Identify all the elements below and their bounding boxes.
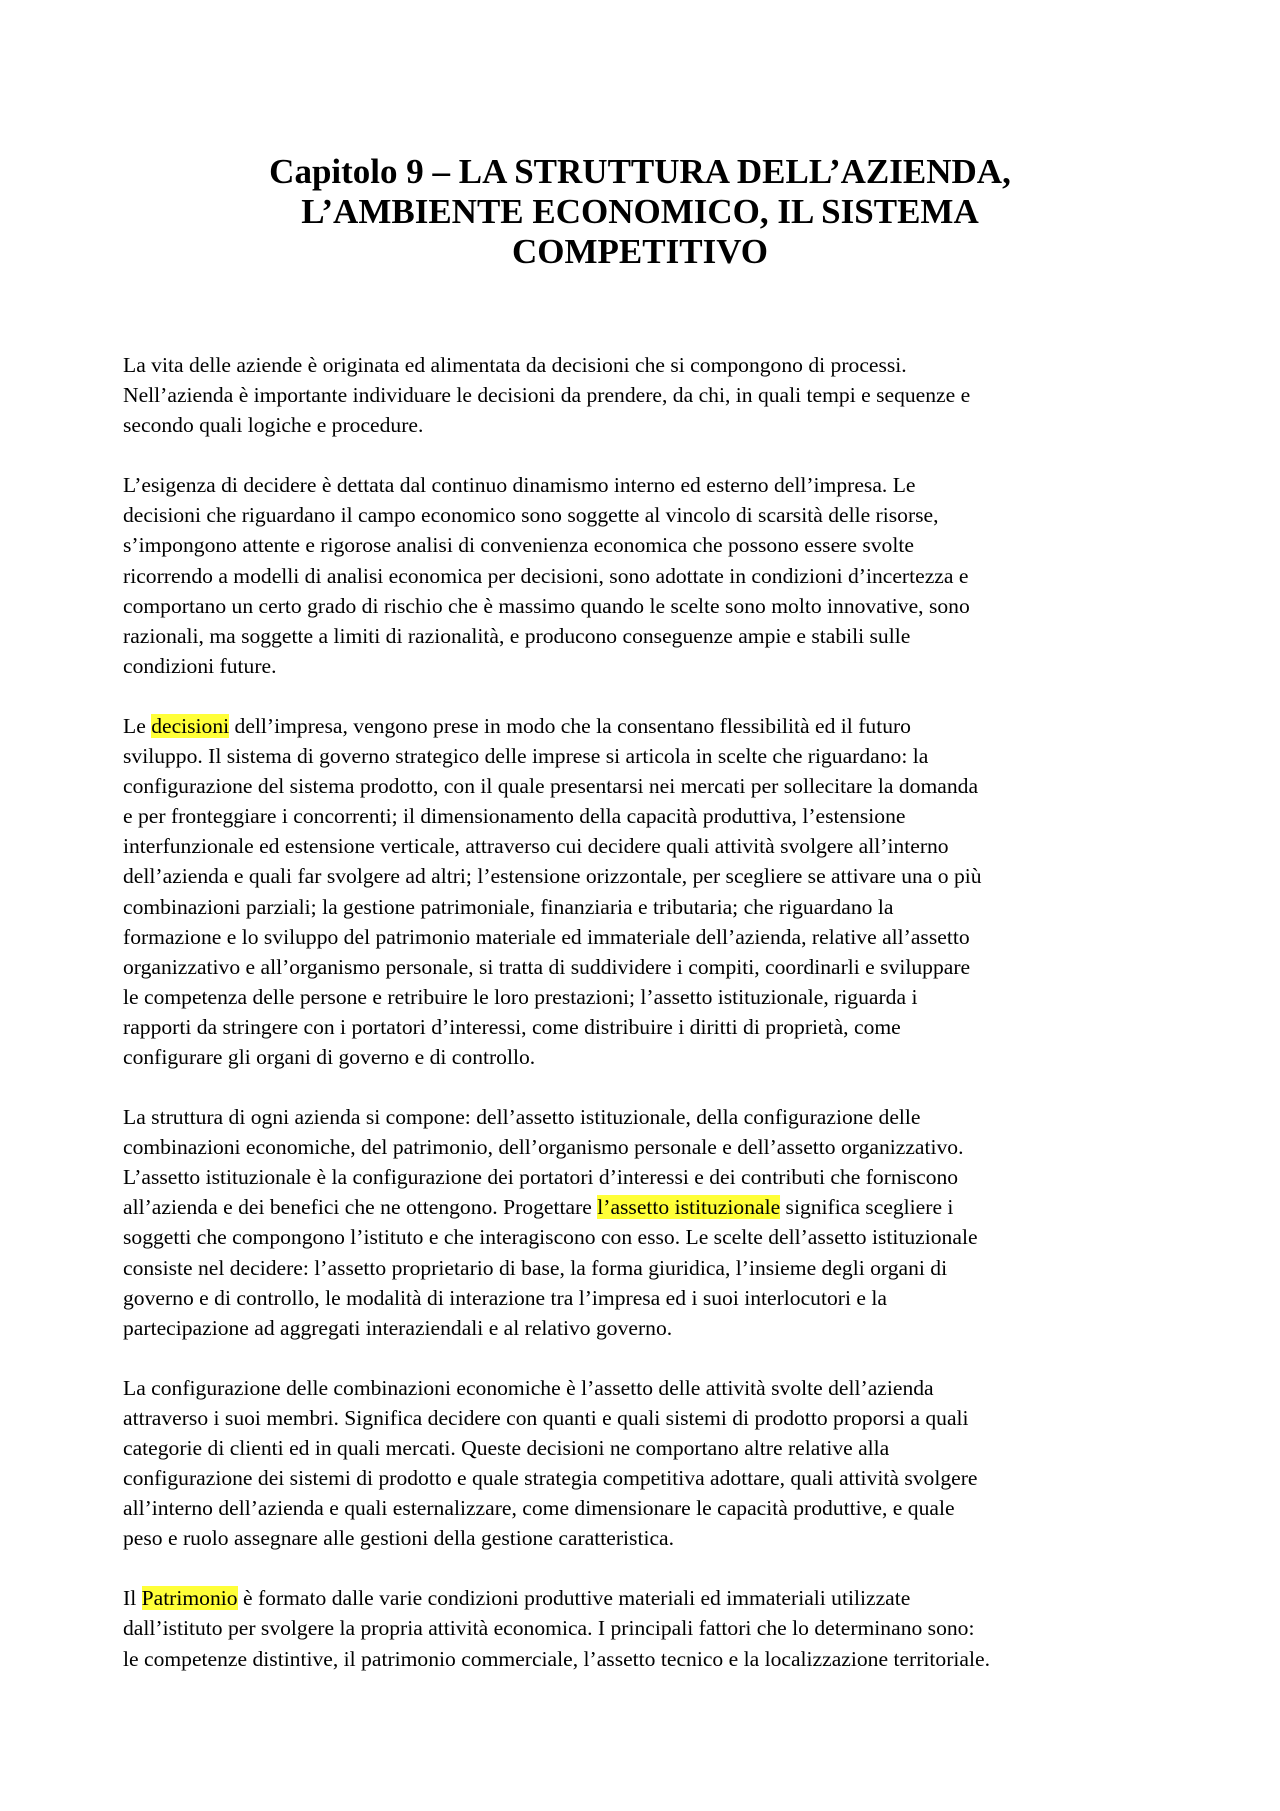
text-line: governo e di controllo, le modalità di interazione tra l’impresa ed i suoi interlocutori e la (123, 1285, 887, 1310)
text-line: combinazioni parziali; la gestione patrimoniale, finanziaria e tributaria; che riguardano la (123, 894, 894, 919)
text-line: combinazioni economiche, del patrimonio, dell’organismo personale e dell’assetto organizzativo. (123, 1135, 964, 1160)
text-line (123, 1192, 1173, 1222)
text-line: interfunzionale ed estensione verticale, attraverso cui decidere quali attività svolgere all’interno (123, 834, 949, 859)
text-line: secondo quali logiche e procedure. (123, 413, 424, 438)
text-line (123, 1583, 1173, 1613)
text-line: attraverso i suoi membri. Significa decidere con quanti e quali sistemi di prodotto proporsi a quali (123, 1405, 969, 1430)
highlighted-term: Patrimonio (141, 1586, 238, 1611)
text-line: La vita delle aziende è originata ed alimentata da decisioni che si compongono di processi. (123, 353, 907, 377)
text-line (123, 711, 1173, 741)
text-run: Le (123, 713, 152, 738)
text-line: s’impongono attente e rigorose analisi di convenienza economica che possono essere svolte (123, 533, 914, 558)
text-line: L’assetto istituzionale è la configurazione dei portatori d’interessi e dei contributi che forniscono (123, 1165, 959, 1190)
paragraph-economic-combinations (123, 1373, 1173, 1554)
paragraph-decision-need (123, 470, 1173, 681)
text-line: rapporti da stringere con i portatori d’interessi, come distribuire i diritti di proprietà, come (123, 1014, 901, 1039)
text-line: e per fronteggiare i concorrenti; il dimensionamento della capacità produttiva, l’estensione (123, 804, 906, 829)
paragraph-decisions-intro (123, 350, 1173, 440)
text-line: dell’azienda e quali far svolgere ad altri; l’estensione orizzontale, per scegliere se attivare una o più (123, 864, 982, 889)
document-body (123, 350, 1173, 1704)
paragraph-patrimony (123, 1583, 1173, 1673)
text-line: soggetti che compongono l’istituto e che interagiscono con esso. Le scelte dell’assetto istituzionale (123, 1225, 978, 1250)
text-line: consiste nel decidere: l’assetto proprietario di base, la forma giuridica, l’insieme degli organi di (123, 1255, 948, 1280)
text-line: comportano un certo grado di rischio che è massimo quando le scelte sono molto innovative, sono (123, 593, 970, 618)
text-line: L’esigenza di decidere è dettata dal continuo dinamismo interno ed esterno dell’impresa. Le (123, 473, 916, 498)
text-line: configurazione del sistema prodotto, con il quale presentarsi nei mercati per sollecitare la domanda (123, 774, 979, 799)
text-line: all’interno dell’azienda e quali esternalizzare, come dimensionare le capacità produttive, e quale (123, 1496, 955, 1521)
text-run: Il (123, 1586, 142, 1611)
text-line: formazione e lo sviluppo del patrimonio materiale ed immateriale dell’azienda, relative all’assetto (123, 924, 970, 949)
highlighted-term: l’assetto istituzionale (597, 1195, 781, 1220)
text-run: significa scegliere i (780, 1195, 954, 1220)
text-line: peso e ruolo assegnare alle gestioni della gestione caratteristica. (123, 1526, 675, 1551)
text-run: all’azienda e dei benefici che ne ottengono. Progettare (123, 1195, 598, 1220)
text-line: le competenza delle persone e retribuire le loro prestazioni; l’assetto istituzionale, riguarda i (123, 984, 918, 1009)
text-line: categorie di clienti ed in quali mercati. Queste decisioni ne comportano altre relative alla (123, 1436, 890, 1460)
highlighted-term: decisioni (151, 713, 230, 738)
text-line: La struttura di ogni azienda si compone: dell’assetto istituzionale, della configurazione delle (123, 1105, 921, 1130)
title-line: COMPETITIVO (512, 232, 768, 271)
paragraph-strategic-governance (123, 711, 1173, 1072)
text-run: dell’impresa, vengono prese in modo che la consentano flessibilità ed il futuro (229, 713, 911, 738)
text-line: decisioni che riguardano il campo economico sono soggette al vincolo di scarsità delle risorse, (123, 503, 939, 528)
text-line: razionali, ma soggette a limiti di razionalità, e producono conseguenze ampie e stabili sulle (123, 623, 911, 648)
text-line: organizzativo e all’organismo personale, si tratta di suddividere i compiti, coordinarli e sviluppare (123, 954, 971, 979)
text-line: condizioni future. (123, 653, 277, 678)
text-line: partecipazione ad aggregati interaziendali e al relativo governo. (123, 1315, 673, 1340)
text-line: configurazione dei sistemi di prodotto e quale strategia competitiva adottare, quali attività svolgere (123, 1466, 978, 1491)
title-line: Capitolo 9 – LA STRUTTURA DELL’AZIENDA, (269, 152, 1011, 191)
text-line: ricorrendo a modelli di analisi economica per decisioni, sono adottate in condizioni d’incertezza e (123, 563, 969, 588)
text-run: è formato dalle varie condizioni produttive materiali ed immateriali utilizzate (237, 1586, 911, 1611)
paragraph-company-structure (123, 1102, 1173, 1343)
text-line: Nell’azienda è importante individuare le decisioni da prendere, da chi, in quali tempi e sequenze e (123, 383, 971, 408)
text-line: sviluppo. Il sistema di governo strategico delle imprese si articola in scelte che riguardano: la (123, 744, 929, 769)
text-line: le competenze distintive, il patrimonio commerciale, l’assetto tecnico e la localizzazione territoriale. (123, 1646, 990, 1671)
chapter-title (160, 152, 1120, 272)
text-line: dall’istituto per svolgere la propria attività economica. I principali fattori che lo determinano sono: (123, 1616, 975, 1641)
text-line: configurare gli organi di governo e di controllo. (123, 1044, 536, 1069)
text-line: La configurazione delle combinazioni economiche è l’assetto delle attività svolte dell’azienda (123, 1375, 934, 1400)
title-line: L’AMBIENTE ECONOMICO, IL SISTEMA (301, 192, 979, 231)
